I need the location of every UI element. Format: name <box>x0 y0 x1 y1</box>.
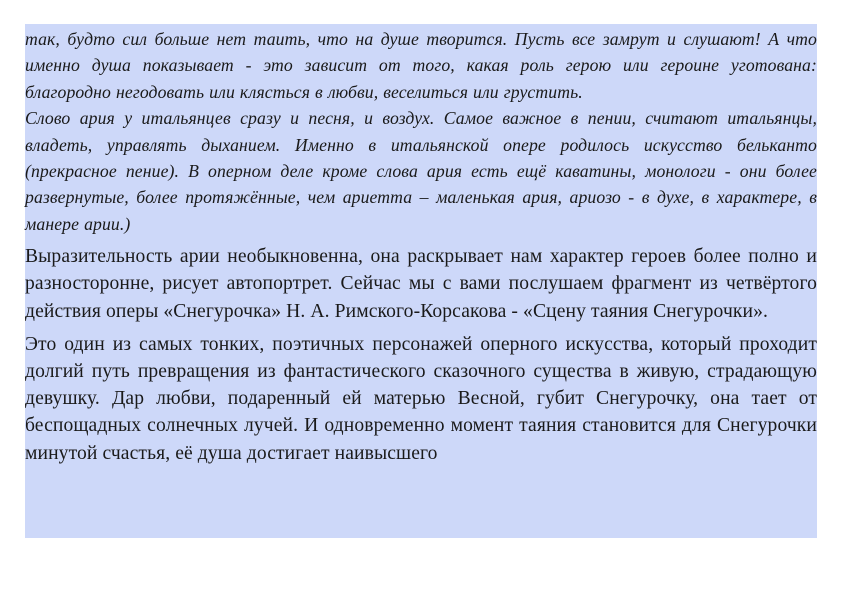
document-text-block <box>25 24 817 538</box>
paragraph-snegurochka: Это один из самых тонких, поэтичных персонажей оперного искусства, который проходит долгий путь превращения из фантастического сказочного существа в живую, страдающую девушку. Дар любви, подаренный ей матерью Весной, губит Снегурочку, она тает от беспощадных солнечных лучей. И одновременно момент таяния становится для Снегурочки минутой счастья, её душа достигает наивысшего <box>25 333 817 464</box>
paragraph-aria-expression: так, будто сил больше нет таить, что на душе творится. Пусть все замрут и слушают! А что именно душа показывает - это зависит от того, какая роль герою или героине уготована: благородно негодовать или клясться в любви, веселиться или грустить. <box>25 29 817 102</box>
paragraph-aria-definition: Слово ария у итальянцев сразу и песня, и воздух. Самое важное в пении, считают итальянцы, владеть, управлять дыханием. Именно в итальянской опере родилось искусство бельканто (прекрасное пение). В оперном деле кроме слова ария есть ещё каватины, монологи - они более развернутые, более протяжённые, чем ариетта – маленькая ария, ариозо - в духе, в характере, в манере арии.) <box>25 108 817 234</box>
paragraph-aria-expressiveness: Выразительность арии необыкновенна, она раскрывает нам характер героев более полно и разносторонне, рисует автопортрет. Сейчас мы с вами послушаем фрагмент из четвёртого действия оперы «Снегурочка» Н. А. Римского-Корсакова - «Сцену таяния Снегурочки». <box>25 246 817 322</box>
